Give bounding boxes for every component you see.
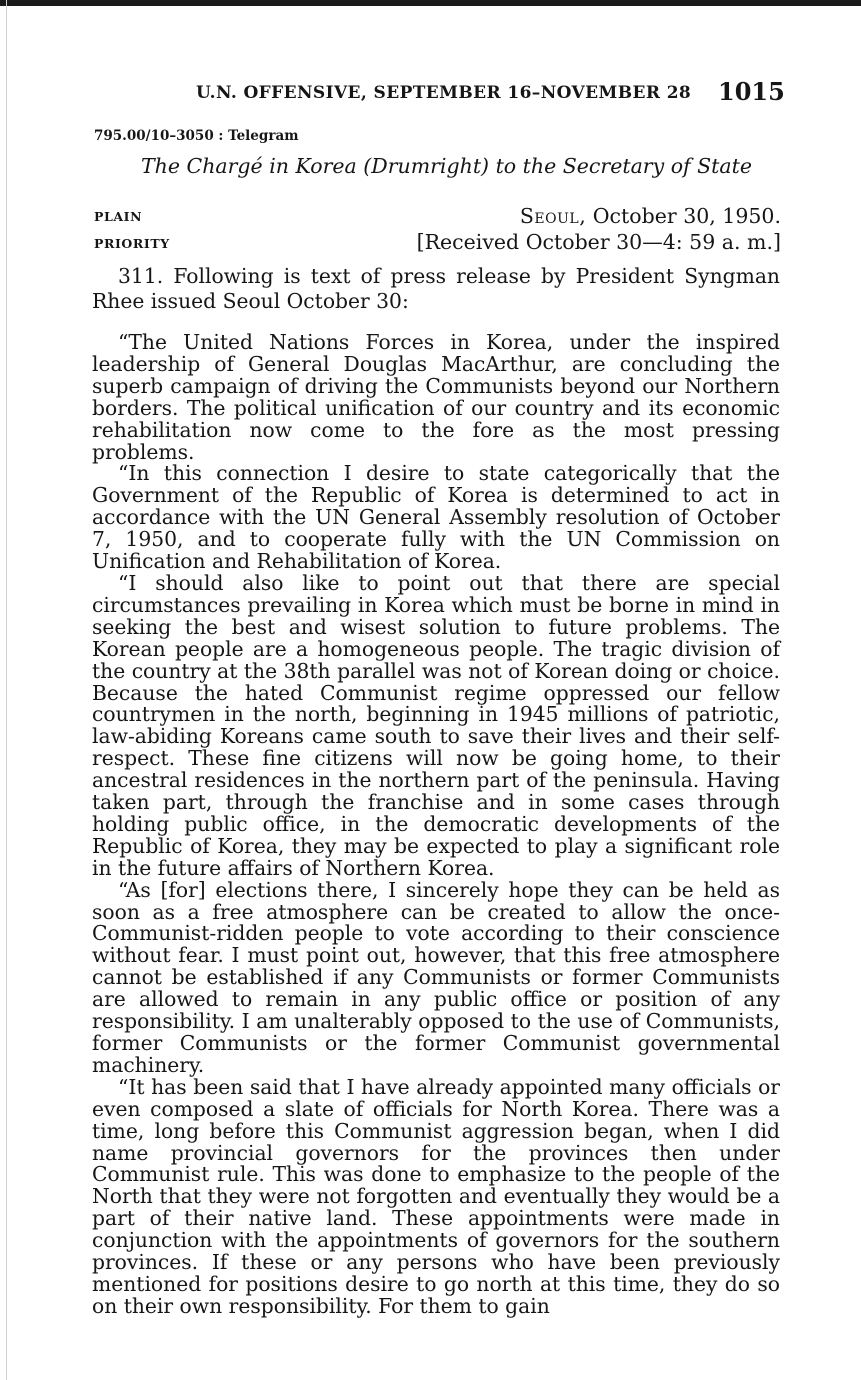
body-paragraph: “It has been said that I have already appointed many officials or even composed a slate of officials for North Korea. There was a time, long before this Communist aggression began, when I did name provincial governors for the provinces then under Communist rule. This was done to emphasize to the people of the North that they were not forgotten and eventually they would be a part of their native land. These appointments were made in conjunction with the appointments of governors for the southern provinces. If these or any persons who have been previously mentioned for positions desire to go north at this time, they do so on their own responsibility. For them to gain: [92, 1074, 780, 1318]
dateline-city: Seoul,: [519, 204, 587, 228]
intro-paragraph: 311. Following is text of press release by President Syngman Rhee issued Seoul October 30:: [92, 264, 780, 313]
body-paragraph: “I should also like to point out that there are special circumstances prevailing in Korea which must be borne in mind in seeking the best and wisest solution to future problems. The Korean people are a homogeneous people. The tragic division of the country at the 38th parallel was not of Korean doing or choice. Because the hated Communist regime oppressed our fellow countrymen in the north, beginning in 1945 millions of patriotic, law-abiding Koreans came south to save their lives and their self-respect. These fine citizens will now be going home, to their ancestral residences in the northern part of the peninsula. Having taken part, through the franchise and in some cases through holding public office, in the democratic developments of the Republic of Korea, they may be expected to play a significant role in the future affairs of Northern Korea.: [92, 570, 780, 880]
running-head: U.N. OFFENSIVE, SEPTEMBER 16–NOVEMBER 28: [196, 83, 692, 103]
dateline: [520, 204, 781, 228]
press-release-text: [92, 332, 780, 1318]
body-paragraph: “In this connection I desire to state categorically that the Government of the Republic of Korea is determined to act in accordance with the UN General Assembly resolution of October 7, 1950, and to cooperate fully with the UN Commission on Unification and Rehabilitation of Korea.: [92, 461, 780, 574]
body-paragraph: “As [for] elections there, I sincerely hope they can be held as soon as a free atmosphere can be created to allow the once-Communist-ridden people to vote according to their conscience without fear. I must point out, however, that this free atmosphere cannot be established if any Communists or former Communists are allowed to remain in any public office or position of any responsibility. I am unalterably opposed to the use of Communists, former Communists or the former Communist governmental machinery.: [92, 877, 780, 1077]
document-title: The Chargé in Korea (Drumright) to the Secretary of State: [141, 154, 753, 178]
intro-block: [92, 264, 780, 314]
classification-label: PLAIN: [94, 209, 143, 224]
file-reference: 795.00/10–3050 : Telegram: [94, 128, 299, 144]
body-paragraph: “The United Nations Forces in Korea, under the inspired leadership of General Douglas MacArthur, are concluding the superb campaign of driving the Communists beyond our Northern borders. The political unification of our country and its economic rehabilitation now come to the fore as the most pressing problems.: [92, 330, 780, 464]
page-number: 1015: [718, 77, 785, 106]
received-line: [Received October 30—4: 59 a. m.]: [416, 230, 781, 254]
precedence-label: PRIORITY: [94, 236, 170, 251]
dateline-date: October 30, 1950.: [586, 204, 781, 228]
